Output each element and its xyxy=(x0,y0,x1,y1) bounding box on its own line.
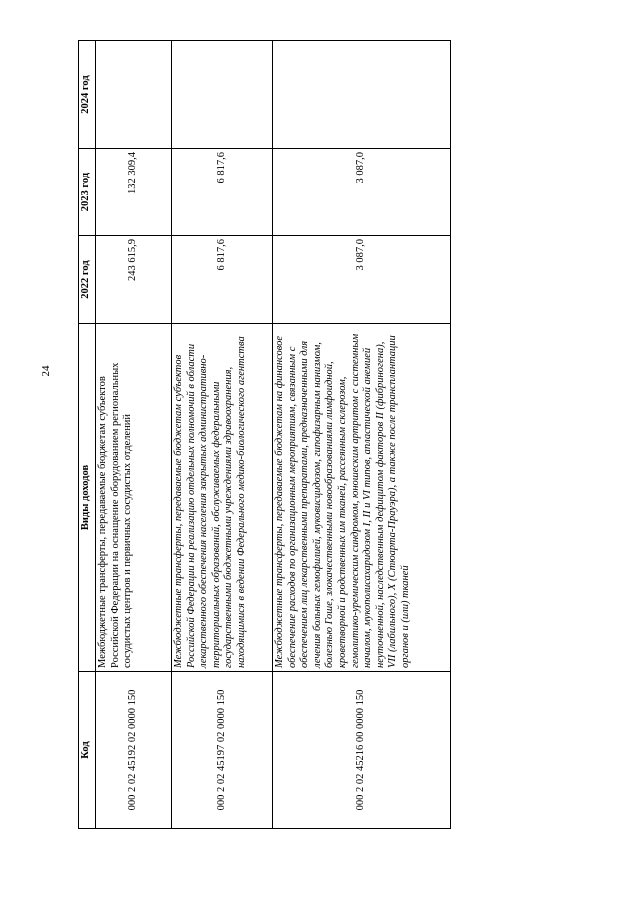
row-desc: Межбюджетные трансферты, передаваемые бюджетам субъектов Российской Федерации на оснащение оборудованием региональных сосудистых центров и первичных сосудистых отделений xyxy=(96,324,172,672)
table-row xyxy=(96,41,172,829)
row-code: 000 2 02 45192 02 0000 150 xyxy=(96,672,172,829)
row-2022: 243 615,9 xyxy=(96,236,172,324)
header-2022: 2022 год xyxy=(79,236,96,324)
row-code: 000 2 02 45197 02 0000 150 xyxy=(172,672,273,829)
row-2024 xyxy=(273,41,451,149)
table-row xyxy=(172,41,273,829)
row-2023: 6 817,6 xyxy=(172,149,273,236)
table-row xyxy=(273,41,451,829)
header-2023: 2023 год xyxy=(79,149,96,236)
row-2022: 6 817,6 xyxy=(172,236,273,324)
row-2024 xyxy=(172,41,273,149)
rotated-table-container xyxy=(78,41,453,829)
row-2023: 3 087,0 xyxy=(273,149,451,236)
header-desc: Виды доходов xyxy=(79,324,96,672)
table-header-row xyxy=(79,41,96,829)
row-desc: Межбюджетные трансферты, передаваемые бюджетам субъектов Российской Федерации на реализацию отдельных полномочий в области лекарственного обеспечения населения закрытых административно-территориальных образований, обслуживаемых федеральными государственными бюджетными учреждениями здравоохранения, находящимися в ведении Федерального медико-биологического агентства xyxy=(172,324,273,672)
row-2022: 3 087,0 xyxy=(273,236,451,324)
row-code: 000 2 02 45216 00 0000 150 xyxy=(273,672,451,829)
row-2023: 132 309,4 xyxy=(96,149,172,236)
row-desc: Межбюджетные трансферты, передаваемые бюджетам на финансовое обеспечение расходов по организационным мероприятиям, связанным с обеспечением лиц лекарственными препаратами, предназначенными для лечения больных гемофилией, муковисцидозом, гипофизарным нанизмом, болезнью Гоше, злокачественными новообразованиями лимфоидной, кроветворной и родственных им тканей, рассеянным склерозом, гемолитико-уремическим синдромом, юношеским артритом с системным началом, мукополисахаридозом I, II и VI типов, апластической анемией неуточненной, наследственным дефицитом факторов II (фибриногена), VII (лабильного), X (Стюарта-Прауэра), а также после трансплантации органов и (или) тканей xyxy=(273,324,451,672)
header-code: Код xyxy=(79,672,96,829)
row-2024 xyxy=(96,41,172,149)
header-2024: 2024 год xyxy=(79,41,96,149)
page-number: 24 xyxy=(40,365,52,377)
revenue-table xyxy=(78,40,451,829)
